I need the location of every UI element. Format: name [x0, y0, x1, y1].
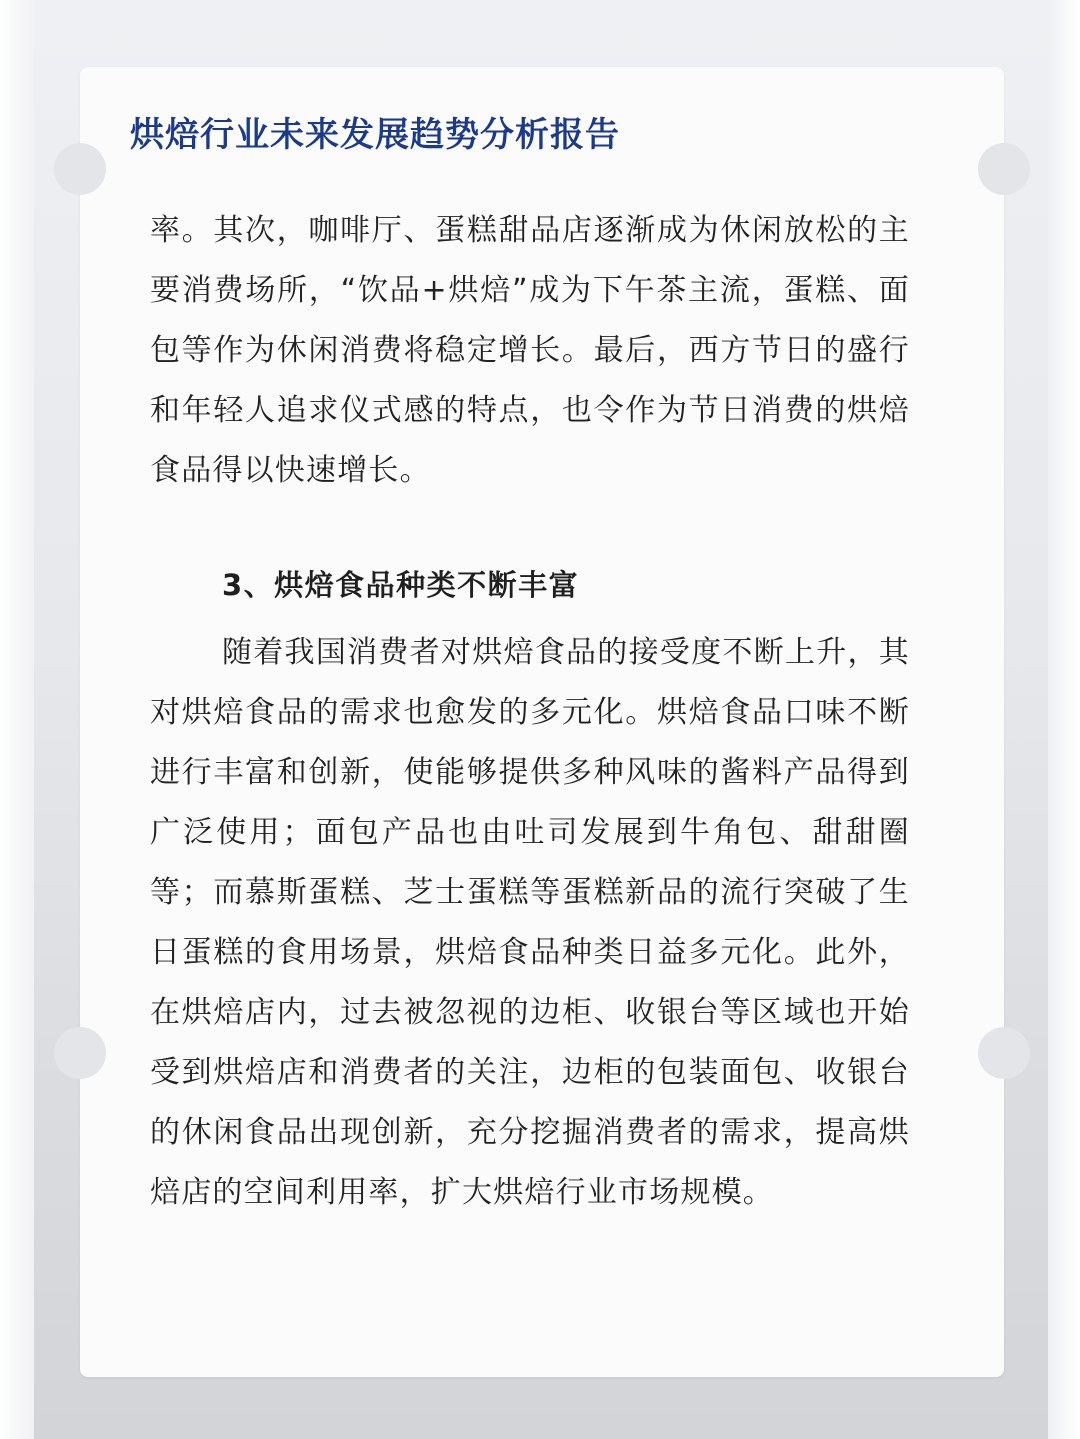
background-right-edge [1048, 0, 1080, 1439]
ticket-notch [54, 143, 106, 195]
document-card [80, 67, 1004, 1377]
paragraph-1: 率。其次，咖啡厅、蛋糕甜品店逐渐成为休闲放松的主要消费场所，“饮品+烘焙”成为下午茶主流，蛋糕、面包等作为休闲消费将稳定增长。最后，西方节日的盛行和年轻人追求仪式感的特点，也令作为节日消费的烘焙食品得以快速增长。 [150, 213, 910, 488]
ticket-notch [978, 143, 1030, 195]
ticket-notch [54, 1027, 106, 1079]
page-title: 烘焙行业未来发展趋势分析报告 [130, 115, 620, 155]
ticket-notch [978, 1027, 1030, 1079]
paragraph-2: 随着我国消费者对烘焙食品的接受度不断上升，其对烘焙食品的需求也愈发的多元化。烘焙食品口味不断进行丰富和创新，使能够提供多种风味的酱料产品得到广泛使用；面包产品也由吐司发展到牛角包、甜甜圈等；而慕斯蛋糕、芝士蛋糕等蛋糕新品的流行突破了生日蛋糕的食用场景，烘焙食品种类日益多元化。此外，在烘焙店内，过去被忽视的边柜、收银台等区域也开始受到烘焙店和消费者的关注，边柜的包装面包、收银台的休闲食品出现创新，充分挖掘消费者的需求，提高烘焙店的空间利用率，扩大烘焙行业市场规模。 [150, 635, 910, 1210]
background-left-edge [0, 0, 34, 1439]
section-heading: 3、烘焙食品种类不断丰富 [222, 568, 580, 602]
